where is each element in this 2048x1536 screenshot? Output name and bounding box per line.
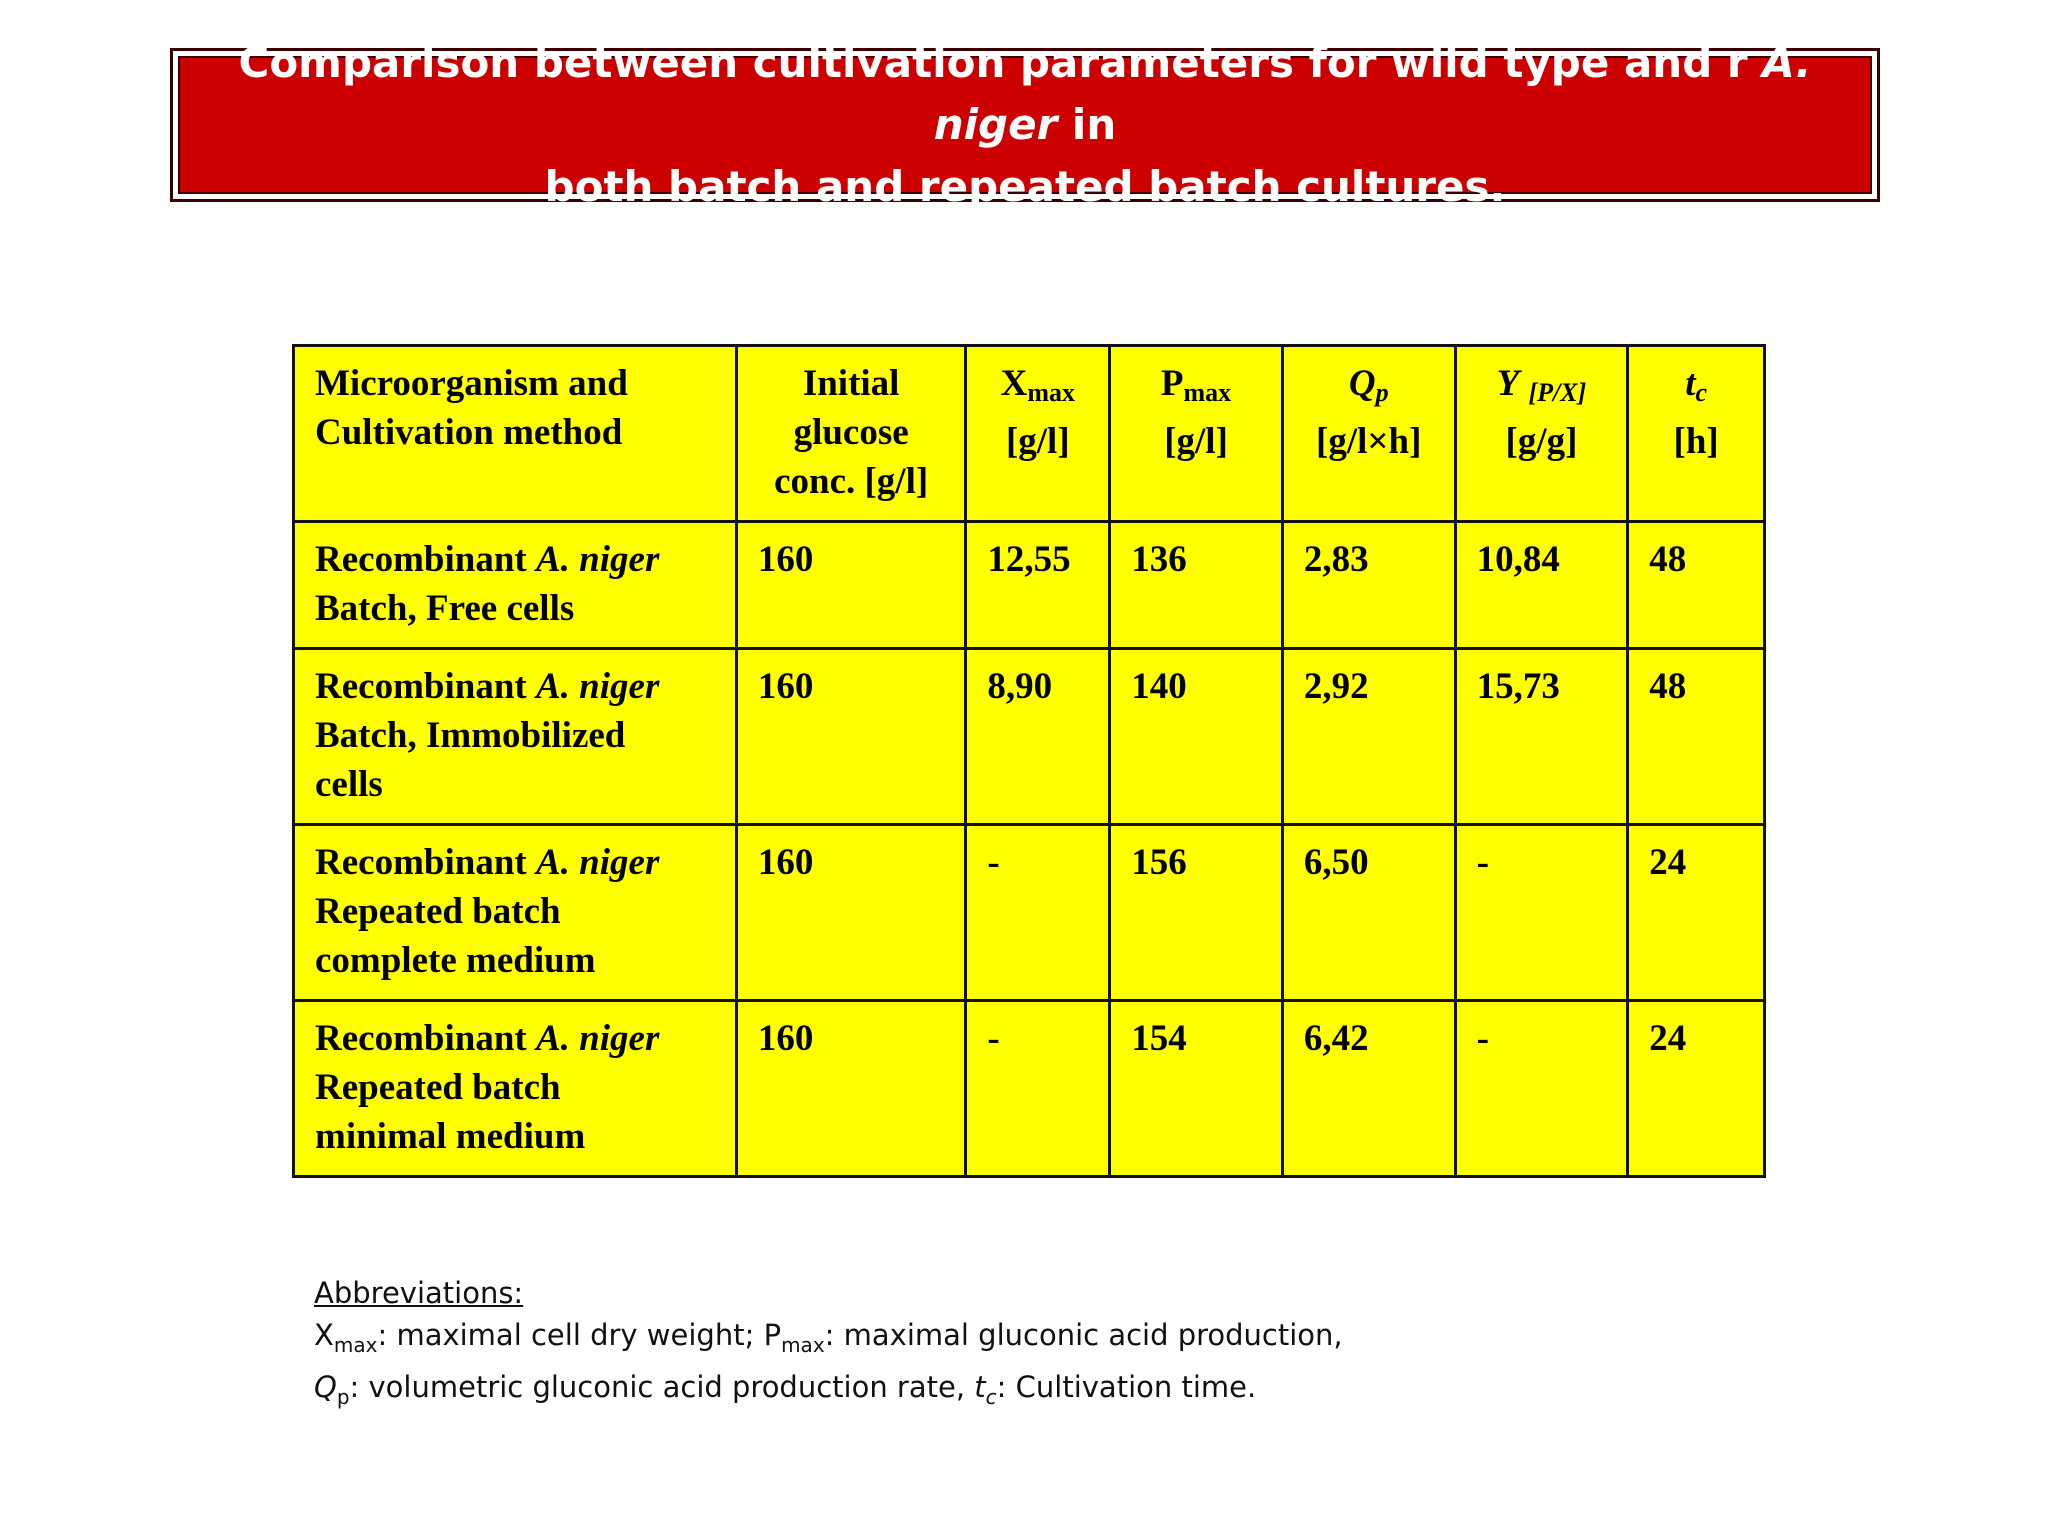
- abbr-xmax-desc: : maximal cell dry weight;: [377, 1318, 764, 1352]
- pmax-cell: 156: [1110, 825, 1283, 1001]
- organism-method-cell: [294, 522, 737, 649]
- header-pmax-symbol: P: [1160, 363, 1184, 404]
- abbr-tc-subscript: c: [985, 1384, 997, 1409]
- title-line-1-prefix: Comparison between cultivation parameters for wild type and r: [238, 38, 1763, 87]
- header-qp-symbol: Q: [1348, 363, 1376, 404]
- qp-cell: 2,92: [1282, 649, 1455, 825]
- title-banner: [170, 38, 1880, 211]
- abbr-qp-desc: : volumetric gluconic acid production rate,: [349, 1369, 975, 1404]
- glucose-cell: 160: [736, 1001, 965, 1177]
- header-pmax-subscript: max: [1183, 378, 1232, 407]
- header-xmax-symbol: X: [1000, 363, 1028, 404]
- organism-method-cell: [294, 649, 737, 825]
- pmax-cell: 154: [1110, 1001, 1283, 1177]
- header-tc-subscript: c: [1695, 378, 1708, 407]
- xmax-cell: 8,90: [966, 649, 1110, 825]
- abbr-qp-symbol: Q: [314, 1369, 337, 1404]
- pmax-cell: 136: [1110, 522, 1283, 649]
- header-glucose-line-1: Initial: [802, 363, 900, 404]
- cultivation-parameters-table: [292, 344, 1766, 1178]
- table-row: [294, 522, 1765, 649]
- yield-cell: -: [1455, 1001, 1628, 1177]
- xmax-cell: 12,55: [966, 522, 1110, 649]
- method-line: Batch, Free cells: [315, 588, 575, 629]
- method-line: complete medium: [315, 940, 596, 981]
- abbreviations-heading: Abbreviations:: [314, 1276, 524, 1310]
- xmax-cell: -: [966, 825, 1110, 1001]
- table-row: [294, 649, 1765, 825]
- header-qp-subscript: p: [1375, 378, 1389, 407]
- header-pmax-unit: [g/l]: [1164, 421, 1228, 462]
- title-box: [178, 38, 1872, 211]
- xmax-cell: -: [966, 1001, 1110, 1177]
- organism-name: A. niger: [535, 666, 660, 707]
- yield-cell: 15,73: [1455, 649, 1628, 825]
- header-yield-unit: [g/g]: [1505, 421, 1578, 462]
- abbr-xmax-symbol: X: [314, 1318, 334, 1352]
- table-row: [294, 825, 1765, 1001]
- title-line-1-suffix: in: [1057, 100, 1117, 149]
- header-glucose-line-3: conc. [g/l]: [774, 461, 929, 502]
- glucose-cell: 160: [736, 522, 965, 649]
- header-qp-unit: [g/l×h]: [1316, 421, 1422, 462]
- organism-prefix: Recombinant: [315, 539, 536, 580]
- header-tc-unit: [h]: [1673, 421, 1719, 462]
- qp-cell: 2,83: [1282, 522, 1455, 649]
- header-xmax-subscript: max: [1027, 378, 1076, 407]
- abbreviations-line-2: [314, 1366, 1343, 1418]
- abbr-pmax-symbol: P: [763, 1318, 782, 1352]
- tc-cell: 24: [1628, 1001, 1765, 1177]
- yield-cell: -: [1455, 825, 1628, 1001]
- organism-name: A. niger: [535, 539, 660, 580]
- method-line: Repeated batch: [315, 1067, 561, 1108]
- glucose-cell: 160: [736, 825, 965, 1001]
- abbr-pmax-subscript: max: [781, 1332, 825, 1357]
- header-xmax: [966, 346, 1110, 522]
- title-line-1: [180, 32, 1870, 156]
- method-line: Batch, Immobilized: [315, 715, 626, 756]
- method-line: cells: [315, 764, 383, 805]
- title-organism: A. niger: [933, 38, 1812, 149]
- header-organism-line-2: Cultivation method: [315, 412, 623, 453]
- abbreviations-line-1: [314, 1314, 1343, 1366]
- abbr-xmax-subscript: max: [333, 1332, 378, 1357]
- tc-cell: 48: [1628, 522, 1765, 649]
- organism-prefix: Recombinant: [315, 1018, 536, 1059]
- tc-cell: 48: [1628, 649, 1765, 825]
- method-line: minimal medium: [315, 1116, 586, 1157]
- header-qp: [1282, 346, 1455, 522]
- header-initial-glucose: [736, 346, 965, 522]
- title-line-2: both batch and repeated batch cultures.: [544, 162, 1506, 211]
- organism-method-cell: [294, 825, 737, 1001]
- abbr-tc-desc: : Cultivation time.: [996, 1369, 1257, 1404]
- organism-prefix: Recombinant: [315, 842, 536, 883]
- header-organism-line-1: Microorganism and: [315, 363, 628, 404]
- header-pmax: [1110, 346, 1283, 522]
- organism-prefix: Recombinant: [315, 666, 536, 707]
- header-yield-subscript: [P/X]: [1528, 378, 1587, 407]
- header-yield: [1455, 346, 1628, 522]
- pmax-cell: 140: [1110, 649, 1283, 825]
- header-glucose-line-2: glucose: [793, 412, 909, 453]
- qp-cell: 6,50: [1282, 825, 1455, 1001]
- tc-cell: 24: [1628, 825, 1765, 1001]
- abbr-pmax-desc: : maximal gluconic acid production,: [824, 1318, 1343, 1352]
- table-header-row: [294, 346, 1765, 522]
- abbr-qp-subscript: p: [336, 1384, 350, 1409]
- abbreviations-block: [314, 1272, 1343, 1418]
- header-cultivation-time: [1628, 346, 1765, 522]
- header-tc-symbol: t: [1685, 363, 1696, 404]
- organism-name: A. niger: [535, 1018, 660, 1059]
- abbr-tc-symbol: t: [974, 1369, 986, 1404]
- qp-cell: 6,42: [1282, 1001, 1455, 1177]
- method-line: Repeated batch: [315, 891, 561, 932]
- header-organism-method: [294, 346, 737, 522]
- table-row: [294, 1001, 1765, 1177]
- glucose-cell: 160: [736, 649, 965, 825]
- organism-method-cell: [294, 1001, 737, 1177]
- yield-cell: 10,84: [1455, 522, 1628, 649]
- header-yield-symbol: Y: [1496, 363, 1520, 404]
- header-xmax-unit: [g/l]: [1005, 421, 1070, 462]
- organism-name: A. niger: [535, 842, 660, 883]
